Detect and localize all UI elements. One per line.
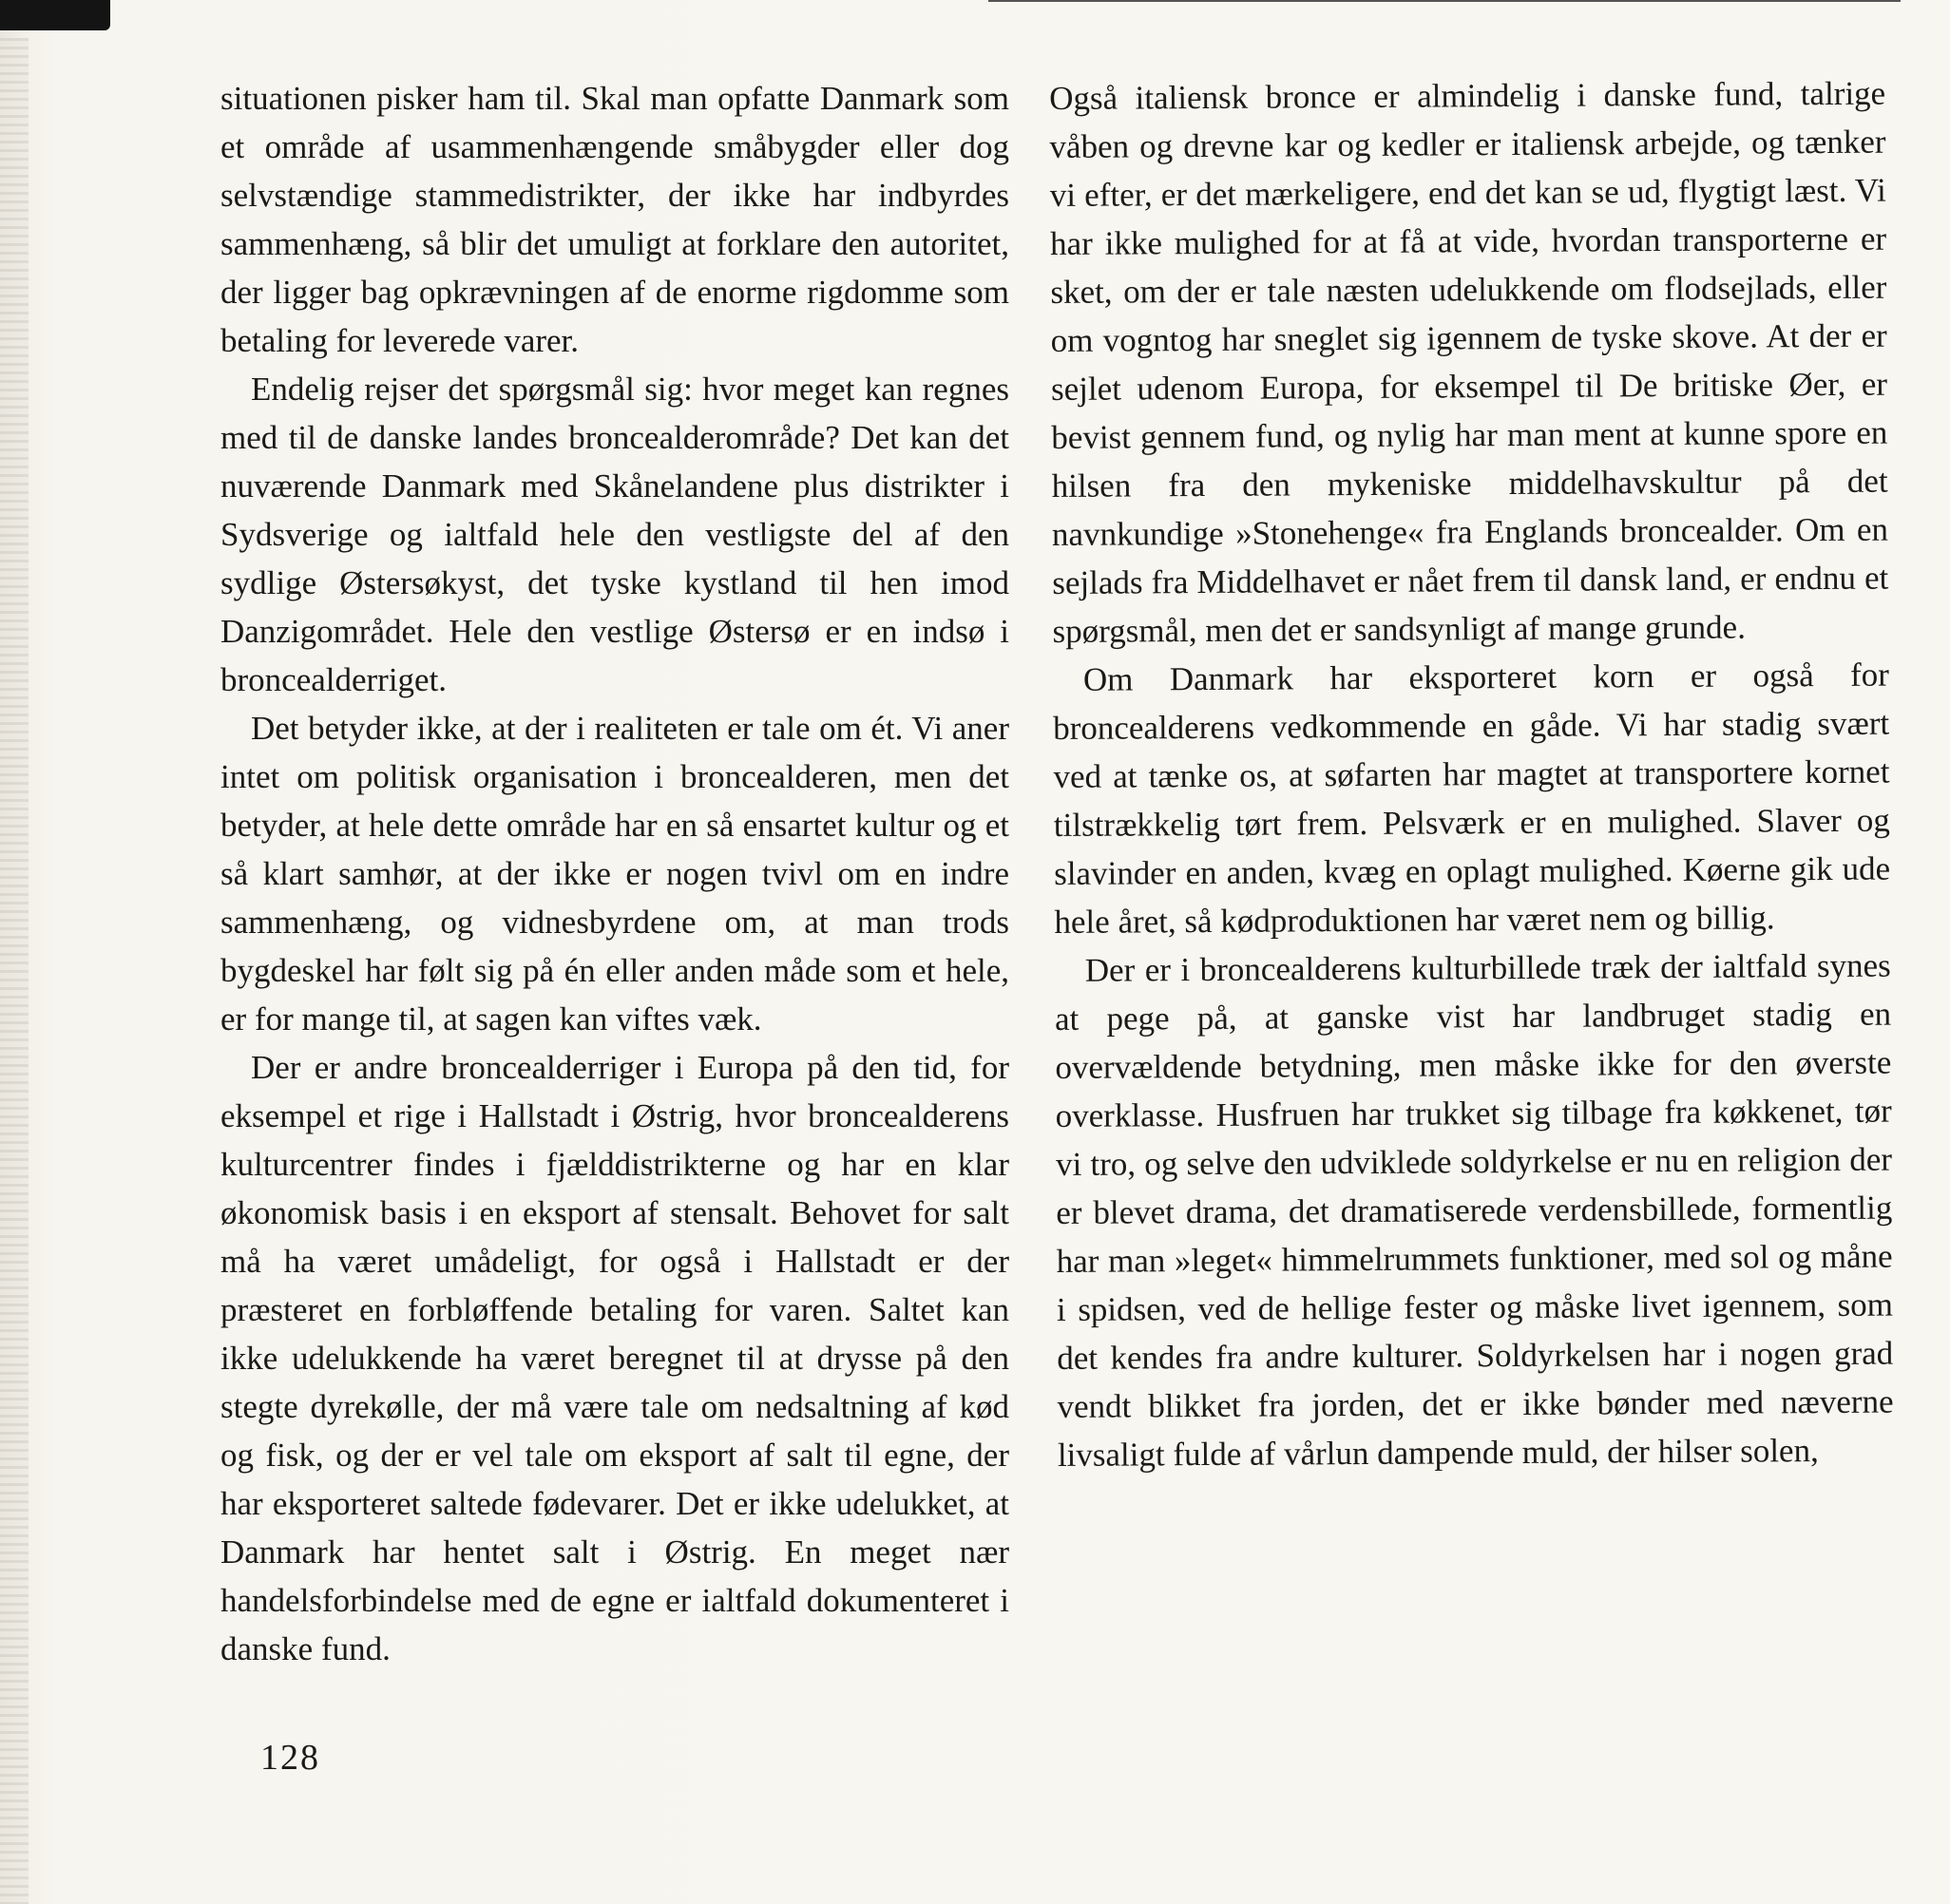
top-edge-rule xyxy=(988,0,1901,2)
page-binding-edge xyxy=(0,38,29,1904)
paragraph: Også italiensk bronce er almindelig i danske fund, talrige våben og drevne kar og kedler er italiensk arbejde, og tænker vi efter, er det mærkeligere, end det kan se ud, flygtigt læst. Vi har ikke mulighed for at få at vide, hvordan transporterne er sket, om der er tale næsten udelukkende om flodsejlads, eller om vogntog har sneglet sig igennem de tyske skove. At der er sejlet udenom Europa, for eksempel til De britiske Øer, er bevist gennem fund, og nylig har man ment at kunne spore en hilsen fra den mykeniske middelhavskultur på det navnkundige »Stonehenge« fra Englands broncealder. Om en sejlads fra Middelhavet er nået frem til dansk land, er endnu et spørgsmål, men det er sandsynligt af mange grunde. xyxy=(1049,74,1889,650)
paragraph: Endelig rejser det spørgsmål sig: hvor meget kan regnes med til de danske landes broncealderområde? Det kan det nuværende Danmark med Skånelandene plus distrikter i Sydsverige og ialtfald hele den vestligste del af den sydlige Østersøkyst, det tyske kystland til hen imod Danzigområdet. Hele den vestlige Østersø er en indsø i broncealderriget. xyxy=(220,371,1009,698)
left-text-column xyxy=(220,74,1009,1673)
paragraph: Der er i broncealderens kulturbillede træk der ialtfald synes at pege på, at ganske vist har landbruget stadig en overvældende betydning, men måske ikke for den øverste overklasse. Husfruen har trukket sig tilbage fra køkkenet, tør vi tro, og selve den udviklede soldyrkelse er nu en religion der er blevet drama, det dramatiserede verdensbillede, formentlig har man »leget« himmelrummets funktioner, med sol og måne i spidsen, ved de hellige fester og måske livet igennem, som det kendes fra andre kulturer. Soldyrkelsen har i nogen grad vendt blikket fra jorden, det er ikke bønder med næverne livsaligt fulde af vårlun dampende muld, der hilser solen, xyxy=(1054,946,1894,1474)
paragraph: Der er andre broncealderriger i Europa på den tid, for eksempel et rige i Hallstadt i Østrig, hvor broncealderens kulturcentrer findes i fjælddistrikterne og har en klar økonomisk basis i en eksport af stensalt. Behovet for salt må ha været umådeligt, for også i Hallstadt er der præsteret en forbløffende betaling for varen. Saltet kan ikke udelukkende ha været beregnet til at drysse på den stegte dyrekølle, der må være tale om nedsaltning af kød og fisk, og der er vel tale om eksport af salt til egne, der har eksporteret saltede fødevarer. Det er ikke udelukket, at Danmark har hentet salt i Østrig. En meget nær handelsforbindelse med de egne er ialtfald dokumenteret i danske fund. xyxy=(220,1049,1009,1667)
corner-tab xyxy=(0,0,110,30)
right-text-column xyxy=(1049,69,1894,1479)
paragraph: situationen pisker ham til. Skal man opfatte Danmark som et område af usammenhængende småbygder eller dog selvstændige stammedistrikter, der ikke har indbyrdes sammenhæng, så blir det umuligt at forklare den autoritet, der ligger bag opkrævningen af de enorme rigdomme som betaling for leverede varer. xyxy=(220,80,1009,359)
paragraph: Om Danmark har eksporteret korn er også for broncealderens vedkommende en gåde. Vi har stadig svært ved at tænke os, at søfarten har magtet at transportere kornet tilstrækkelig tørt frem. Pelsværk er en mulighed. Slaver og slavinder en anden, kvæg en oplagt mulighed. Køerne gik ude hele året, så kødproduktionen har været nem og billig. xyxy=(1053,656,1891,941)
paragraph: Det betyder ikke, at der i realiteten er tale om ét. Vi aner intet om politisk organisation i broncealderen, men det betyder, at hele dette område har en så ensartet kultur og et så klart samhør, at der ikke er nogen tvivl om en indre sammenhæng, og vidnesbyrdene om, at man trods bygdeskel har følt sig på én eller anden måde som et hele, er for mange til, at sagen kan viftes væk. xyxy=(220,710,1009,1038)
page-number: 128 xyxy=(260,1738,320,1778)
